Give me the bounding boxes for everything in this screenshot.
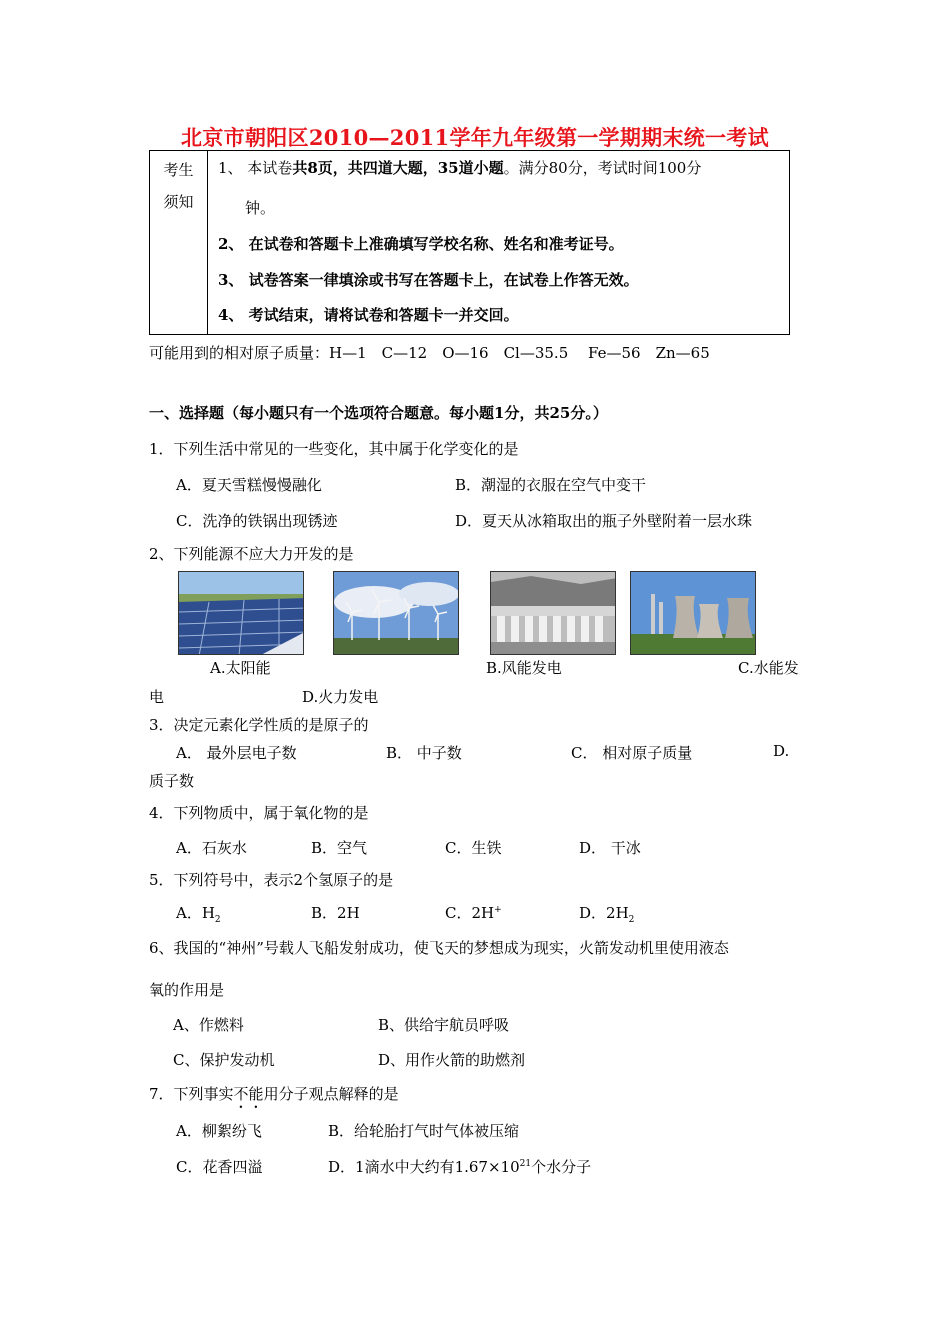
hydro-dam-image	[490, 571, 616, 655]
q1-stem: 1．下列生活中常见的一些变化，其中属于化学变化的是	[149, 440, 519, 458]
q2-option-b: B.风能发电	[486, 659, 562, 677]
cooling-tower-image	[630, 571, 756, 655]
notice-item-4: 4、 考试结束，请将试卷和答题卡一并交回。	[218, 306, 519, 324]
q6-option-c: C、保护发动机	[173, 1051, 275, 1069]
q4-option-b: B．空气	[311, 839, 368, 857]
q6-stem-line2: 氧的作用是	[149, 981, 225, 999]
q3-option-d-part2: 质子数	[149, 772, 195, 790]
q5-d-sub: 2	[628, 915, 635, 925]
q5-option-a	[176, 902, 221, 925]
q3-option-b: B． 中子数	[386, 744, 462, 762]
q1-option-a: A．夏天雪糕慢慢融化	[176, 476, 322, 494]
q3-stem: 3．决定元素化学性质的是原子的	[149, 716, 369, 734]
wind-turbine-image	[333, 571, 459, 655]
q5-c-sup: +	[494, 905, 502, 915]
section-1-heading: 一、选择题（每小题只有一个选项符合题意。每小题1分，共25分。）	[149, 404, 608, 422]
q6-stem-line1: 6、我国的“神州”号载人飞船发射成功，使飞天的梦想成为现实，火箭发动机里使用液态	[149, 939, 729, 957]
q5-c-main: C．2H	[445, 904, 495, 922]
q5-a-main: A．H	[176, 904, 215, 922]
q7-stem	[149, 1083, 399, 1112]
q7-stem-post: 用分子观点解释的是	[263, 1085, 399, 1103]
q6-option-d: D、用作火箭的助燃剂	[378, 1051, 526, 1069]
notice-item-1d: 钟。	[245, 199, 276, 217]
q1-option-d: D．夏天从冰箱取出的瓶子外壁附着一层水珠	[455, 512, 753, 530]
notice-item-1	[218, 157, 701, 178]
exam-title: 北京市朝阳区2010—2011学年九年级第一学期期末统一考试	[181, 125, 769, 150]
q5-option-d	[579, 902, 634, 925]
notice-label-2: 须知	[163, 193, 194, 211]
notice-label-1: 考生	[163, 161, 194, 179]
notice-box	[149, 150, 790, 335]
q5-a-sub: 2	[214, 915, 221, 925]
q4-option-d: D． 干冰	[579, 839, 641, 857]
q7-option-d	[328, 1156, 591, 1177]
q7-d-sup: 21	[519, 1159, 532, 1169]
notice-item-2: 2、 在试卷和答题卡上准确填写学校名称、姓名和准考证号。	[218, 235, 624, 253]
q2-option-a: A.太阳能	[210, 659, 271, 677]
q5-d-main: D．2H	[579, 904, 629, 922]
q4-option-a: A．石灰水	[176, 839, 247, 857]
q1-option-b: B．潮湿的衣服在空气中变干	[455, 476, 647, 494]
q2-stem: 2、下列能源不应大力开发的是	[149, 545, 354, 563]
notice-divider	[207, 151, 208, 334]
q7-option-b: B．给轮胎打气时气体被压缩	[328, 1122, 520, 1140]
notice-item-3: 3、 试卷答案一律填涂或书写在答题卡上，在试卷上作答无效。	[218, 271, 639, 289]
q5-option-c	[445, 902, 502, 923]
q7-d-main: D．1滴水中大约有1.67×10	[328, 1158, 520, 1176]
atomic-masses: 可能用到的相对原子质量：H—1 C—12 O—16 Cl—35.5 Fe—56 Zn—65	[149, 344, 710, 362]
q7-stem-pre: 7．下列事实	[149, 1085, 234, 1103]
q1-option-c: C．洗净的铁锅出现锈迹	[176, 512, 338, 530]
q2-option-c-part1: C.水能发	[738, 659, 799, 677]
q7-option-c: C．花香四溢	[176, 1158, 263, 1176]
q4-stem: 4．下列物质中，属于氧化物的是	[149, 804, 369, 822]
notice-item-1c: 。满分80分，考试时间100分	[503, 159, 702, 177]
q6-option-b: B、供给宇航员呼吸	[378, 1016, 510, 1034]
q5-stem: 5．下列符号中，表示2个氢原子的是	[149, 871, 394, 889]
q2-option-c-part2: 电	[149, 688, 165, 706]
q3-option-c: C． 相对原子质量	[571, 744, 693, 762]
q4-option-c: C．生铁	[445, 839, 502, 857]
notice-item-1a: 1、 本试卷	[218, 159, 293, 177]
q7-option-a: A．柳絮纷飞	[176, 1122, 262, 1140]
notice-item-1b: 共8页，共四道大题，35道小题	[292, 159, 504, 177]
q3-option-d-part1: D.	[773, 742, 790, 760]
q7-d-post: 个水分子	[531, 1158, 592, 1176]
q5-option-b: B．2H	[311, 904, 360, 922]
q3-option-a: A． 最外层电子数	[176, 744, 297, 762]
solar-panel-image	[178, 571, 304, 655]
q7-stem-emphasis: 不能	[233, 1085, 264, 1103]
q6-option-a: A、作燃料	[173, 1016, 244, 1034]
q2-option-d: D.火力发电	[302, 688, 379, 706]
